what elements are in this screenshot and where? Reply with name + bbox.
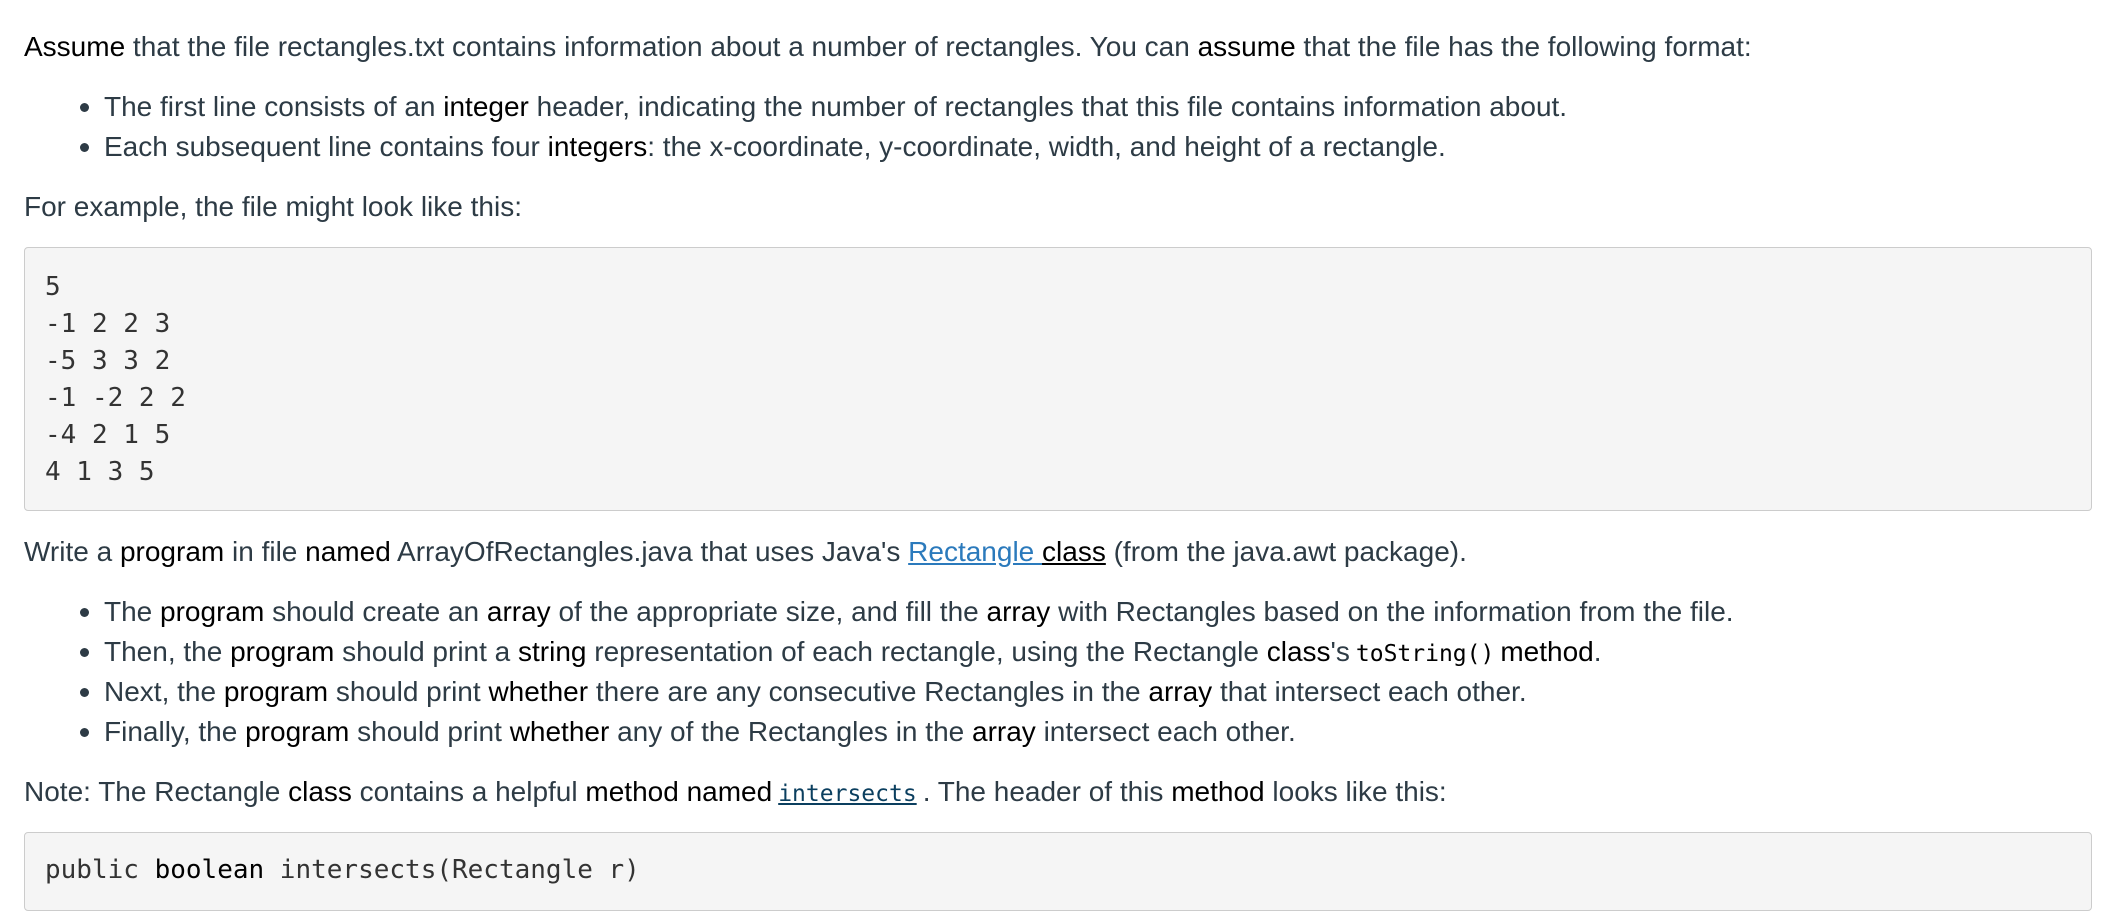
code-line: 4 1 3 5: [45, 457, 155, 487]
term-class[interactable]: class: [288, 776, 352, 807]
task-paragraph: Write a program in file named ArrayOfRectangles.java that uses Java's Rectangle class (from the java.awt package).: [24, 536, 1467, 567]
rectangle-doc-link[interactable]: Rectangle: [908, 536, 1043, 567]
term-named[interactable]: named: [686, 776, 773, 807]
term-array[interactable]: array: [1148, 676, 1213, 707]
code-line: -1 2 2 3: [45, 309, 171, 339]
term-array[interactable]: array: [972, 716, 1036, 747]
list-item: Then, the program should print a string representation of each rectangle, using the Rectangle class's toString() method.: [24, 632, 1734, 672]
code-line: -1 -2 2 2: [45, 383, 186, 413]
tostring-code: toString(): [1355, 641, 1495, 667]
term-integer[interactable]: integer: [443, 91, 529, 122]
note-paragraph: Note: The Rectangle class contains a helpful method named intersects . The header of this method looks like this:: [24, 776, 1447, 807]
term-whether[interactable]: whether: [488, 676, 589, 707]
term-class[interactable]: class: [1266, 636, 1331, 667]
term-assume[interactable]: assume: [1197, 31, 1296, 62]
term-method[interactable]: method: [585, 776, 679, 807]
example-intro: For example, the file might look like this:: [24, 191, 522, 222]
list-item: Next, the program should print whether there are any consecutive Rectangles in the array that intersect each other.: [24, 672, 1734, 712]
term-whether[interactable]: whether: [509, 716, 610, 747]
term-integers[interactable]: integers: [547, 131, 648, 162]
list-item: Each subsequent line contains four integers: the x-coordinate, y-coordinate, width, and height of a rectangle.: [24, 127, 1567, 167]
term-program[interactable]: program: [230, 636, 335, 667]
code-line: 5: [45, 272, 61, 302]
term-boolean[interactable]: boolean: [154, 855, 265, 885]
code-line: -5 3 3 2: [45, 346, 171, 376]
term-string[interactable]: string: [518, 636, 587, 667]
term-assume[interactable]: Assume: [24, 31, 126, 62]
term-method[interactable]: method: [1500, 636, 1594, 667]
requirements-list: [24, 592, 1734, 752]
format-list: [24, 87, 1567, 167]
list-item: The program should create an array of the appropriate size, and fill the array with Rectangles based on the information from the file.: [24, 592, 1734, 632]
code-line: public boolean intersects(Rectangle r): [45, 855, 640, 885]
term-method[interactable]: method: [1171, 776, 1265, 807]
method-signature-block: [24, 832, 2092, 911]
list-item: Finally, the program should print whether any of the Rectangles in the array intersect each other.: [24, 712, 1734, 752]
intro-paragraph: Assume that the file rectangles.txt contains information about a number of rectangles. You can assume that the file has the following format:: [24, 31, 1752, 62]
term-program[interactable]: program: [223, 676, 329, 707]
term-array[interactable]: array: [486, 596, 551, 627]
code-line: -4 2 1 5: [45, 420, 171, 450]
list-item: The first line consists of an integer header, indicating the number of rectangles that this file contains information about.: [24, 87, 1567, 127]
term-program[interactable]: program: [119, 536, 225, 567]
term-class-link[interactable]: class: [1042, 536, 1106, 567]
example-file-block: [24, 247, 2092, 511]
intersects-doc-link[interactable]: intersects: [778, 781, 917, 807]
term-program[interactable]: program: [245, 716, 350, 747]
term-program[interactable]: program: [160, 596, 265, 627]
term-array[interactable]: array: [986, 596, 1051, 627]
term-named[interactable]: named: [305, 536, 391, 567]
